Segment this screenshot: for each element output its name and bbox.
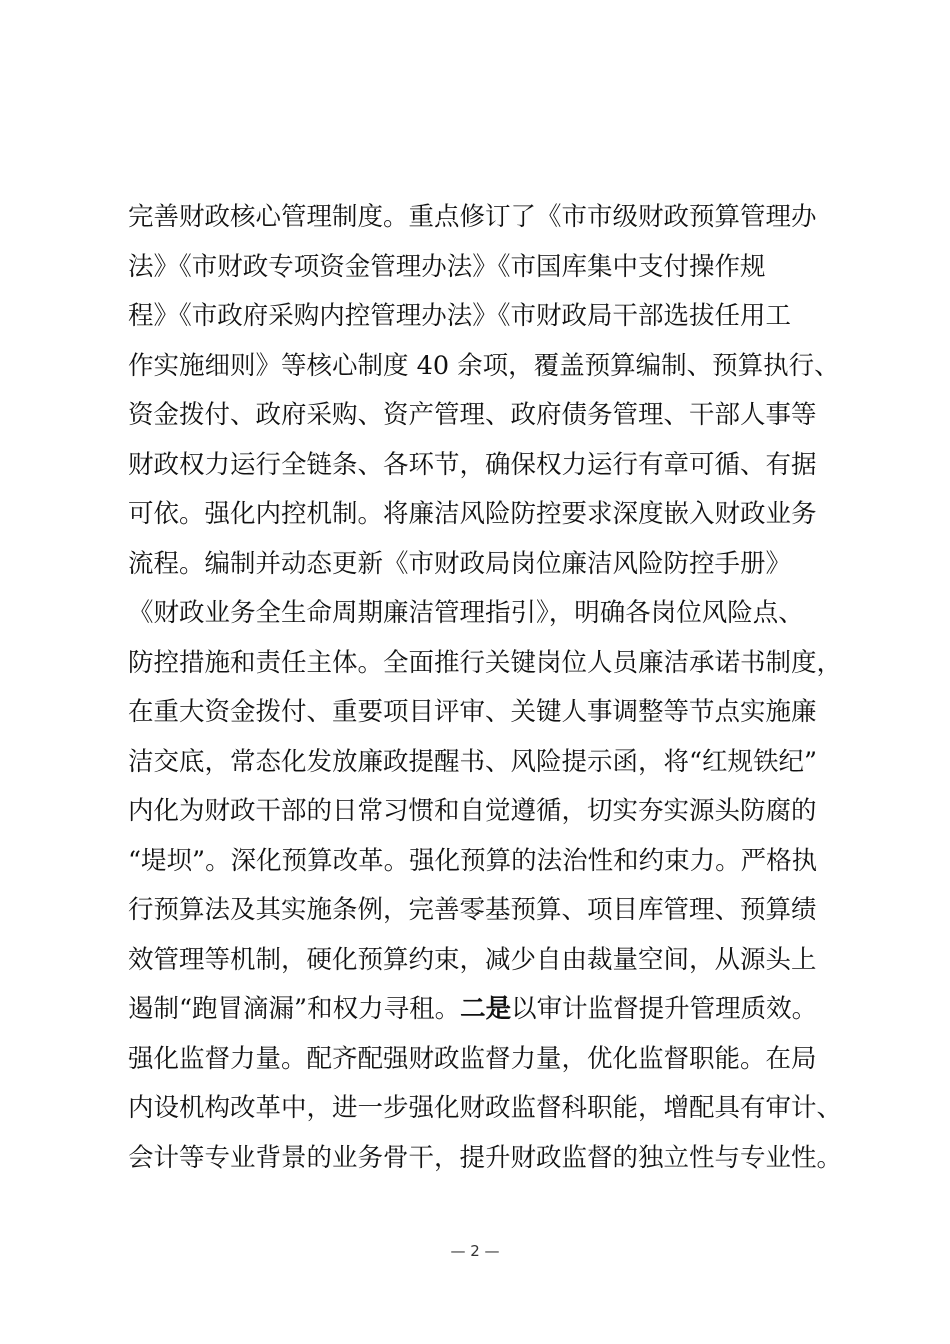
text-line: 资金拨付、政府采购、资产管理、政府债务管理、干部人事等 [128, 400, 817, 430]
text-line: 法》《市财政专项资金管理办法》《市国库集中支付操作规 [128, 251, 766, 282]
page-number: — 2 — [450, 1242, 500, 1260]
text-line: 《财政业务全生命周期廉洁管理指引》，明确各岗位风险点、 [128, 598, 804, 628]
bold-heading-marker: 二是 [460, 994, 512, 1024]
text-line: 作实施细则》等核心制度 40 余项，覆盖预算编制、预算执行、 [128, 350, 840, 381]
text-line: 强化监督力量。配齐配强财政监督力量，优化监督职能。在局 [128, 1043, 817, 1074]
text-line: 财政权力运行全链条、各环节，确保权力运行有章可循、有据 [128, 449, 817, 480]
text-line: 防控措施和责任主体。全面推行关键岗位人员廉洁承诺书制度， [128, 647, 843, 678]
text-line: 会计等专业背景的业务骨干，提升财政监督的独立性与专业性。 [128, 1142, 843, 1173]
text-line: “堤坝”。深化预算改革。强化预算的法治性和约束力。严格执 [128, 845, 818, 876]
text-line: 完善财政核心管理制度。重点修订了《市市级财政预算管理办 [128, 202, 817, 232]
text-line-mixed [128, 985, 838, 1035]
text-line: 效管理等机制，硬化预算约束，减少自由裁量空间，从源头上 [128, 944, 817, 975]
text-line: 可依。强化内控机制。将廉洁风险防控要求深度嵌入财政业务 [128, 499, 817, 529]
text-line: 内化为财政干部的日常习惯和自觉遵循，切实夯实源头防腐的 [128, 796, 817, 826]
body-text [128, 193, 843, 1183]
text-line: 在重大资金拨付、重要项目评审、关键人事调整等节点实施廉 [128, 697, 817, 727]
text-segment: 以审计监督提升管理质效。 [511, 994, 818, 1024]
text-line: 行预算法及其实施条例，完善零基预算、项目库管理、预算绩 [128, 895, 817, 925]
text-line: 内设机构改革中，进一步强化财政监督科职能，增配具有审计、 [128, 1093, 843, 1123]
text-line: 程》《市政府采购内控管理办法》《市财政局干部选拔任用工 [128, 301, 792, 331]
text-segment: 遏制“跑冒滴漏”和权力寻租。 [128, 994, 461, 1024]
text-line: 流程。编制并动态更新《市财政局岗位廉洁风险防控手册》 [128, 548, 792, 579]
text-line: 洁交底，常态化发放廉政提醒书、风险提示函，将“红规铁纪” [128, 746, 818, 777]
